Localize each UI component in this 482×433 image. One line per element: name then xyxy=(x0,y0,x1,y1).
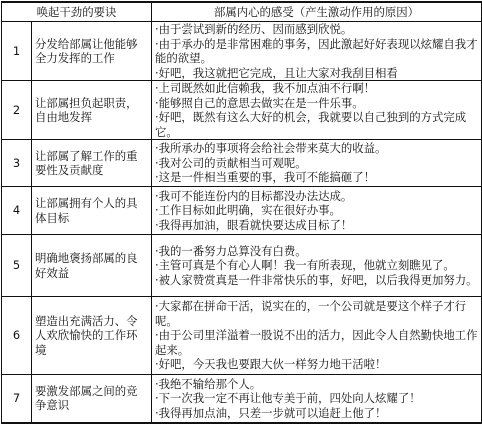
feeling-line: ·被人家赞赏真是一件非常快乐的事，好吧，以后我得更加努力。 xyxy=(155,272,478,287)
feeling-line: ·下一次我一定不再让他专美于前，四处向人炫耀了！ xyxy=(155,391,421,405)
table-row xyxy=(2,140,482,187)
feeling-line: ·好吧，既然有这么大好的机会，我就要以自己独到的方式完成它。 xyxy=(155,110,467,139)
feeling-line: ·好吧，我这就把它完成，且让大家对我刮目相看 xyxy=(155,65,398,80)
table-row xyxy=(2,297,482,375)
inner-feelings xyxy=(152,375,482,423)
inner-feelings xyxy=(152,297,482,375)
motivation-tip: 明确地褒扬部属的良好效益 xyxy=(32,235,152,297)
header-row xyxy=(2,2,482,22)
table-row xyxy=(2,375,482,423)
inner-feelings xyxy=(152,187,482,235)
row-number: 4 xyxy=(2,187,32,235)
motivation-tip: 分发给部属让他能够全力发挥的工作 xyxy=(32,22,152,81)
feeling-line: ·我所承办的事项将会给社会带来莫大的收益。 xyxy=(155,141,387,156)
row-number: 6 xyxy=(2,297,32,375)
motivation-table xyxy=(1,1,482,424)
row-number: 1 xyxy=(2,22,32,81)
motivation-tip: 塑造出充满活力、令人欢欣愉快的工作环境 xyxy=(32,297,152,375)
motivation-tip: 要激发部属之间的竞争意识 xyxy=(32,375,152,423)
feeling-line: ·由于公司里洋溢着一股说不出的活力，因此令人自然勤快地工作起来。 xyxy=(155,328,478,357)
feeling-line: ·由于承办的是非常困难的事务，因此激起好好表现以炫耀自我才能的欲望。 xyxy=(155,36,478,65)
feeling-line: ·工作目标如此明确，实在很好办事。 xyxy=(155,203,341,218)
feeling-line: ·主管可真是个有心人啊！我一有所表现，他就立刻瞧见了。 xyxy=(155,258,455,273)
feeling-line: ·我绝不输给那个人。 xyxy=(155,376,262,391)
motivation-tip: 让部属了解工作的重要性及贡献度 xyxy=(32,140,152,187)
row-number: 2 xyxy=(2,81,32,140)
feeling-line: ·我可不能连份内的目标都没办法达成。 xyxy=(155,188,353,203)
inner-feelings xyxy=(152,22,482,81)
feeling-line: ·能够照自己的意思去做实在是一件乐事。 xyxy=(155,95,364,110)
feeling-line: ·好吧，今天我也要跟大伙一样努力地干活啦！ xyxy=(155,357,387,372)
table-row xyxy=(2,187,482,235)
motivation-tip: 让部属担负起职责，自由地发挥 xyxy=(32,81,152,140)
table-row xyxy=(2,235,482,297)
feeling-line: ·由于尝试到新的经历、因而感到欣悦。 xyxy=(155,22,353,36)
header-feelings: 部属内心的感受（产生激动作用的原因） xyxy=(152,2,482,22)
feeling-line: ·大家都在拼命干活，说实在的，一个公司就是要这个样子才行呢。 xyxy=(155,299,467,328)
row-number: 5 xyxy=(2,235,32,297)
table-row xyxy=(2,81,482,140)
inner-feelings xyxy=(152,81,482,140)
inner-feelings xyxy=(152,235,482,297)
motivation-tip: 让部属拥有个人的具体目标 xyxy=(32,187,152,235)
feeling-line: ·我的一番努力总算没有白费。 xyxy=(155,243,307,258)
feeling-line: ·我对公司的贡献相当可观呢。 xyxy=(155,155,307,170)
row-number: 7 xyxy=(2,375,32,423)
header-tips: 唤起干劲的要诀 xyxy=(2,2,152,22)
feeling-line: ·我得再加油，眼看就快要达成目标了！ xyxy=(155,217,353,232)
feeling-line: ·我得再加点油，只差一步就可以追赶上他了！ xyxy=(155,405,387,420)
table-row xyxy=(2,22,482,81)
feeling-line: ·这是一件相当重要的事，我可不能搞砸了！ xyxy=(155,170,376,185)
row-number: 3 xyxy=(2,140,32,187)
feeling-line: ·上司既然如此信赖我，我不加点油不行啊！ xyxy=(155,81,376,95)
inner-feelings xyxy=(152,140,482,187)
